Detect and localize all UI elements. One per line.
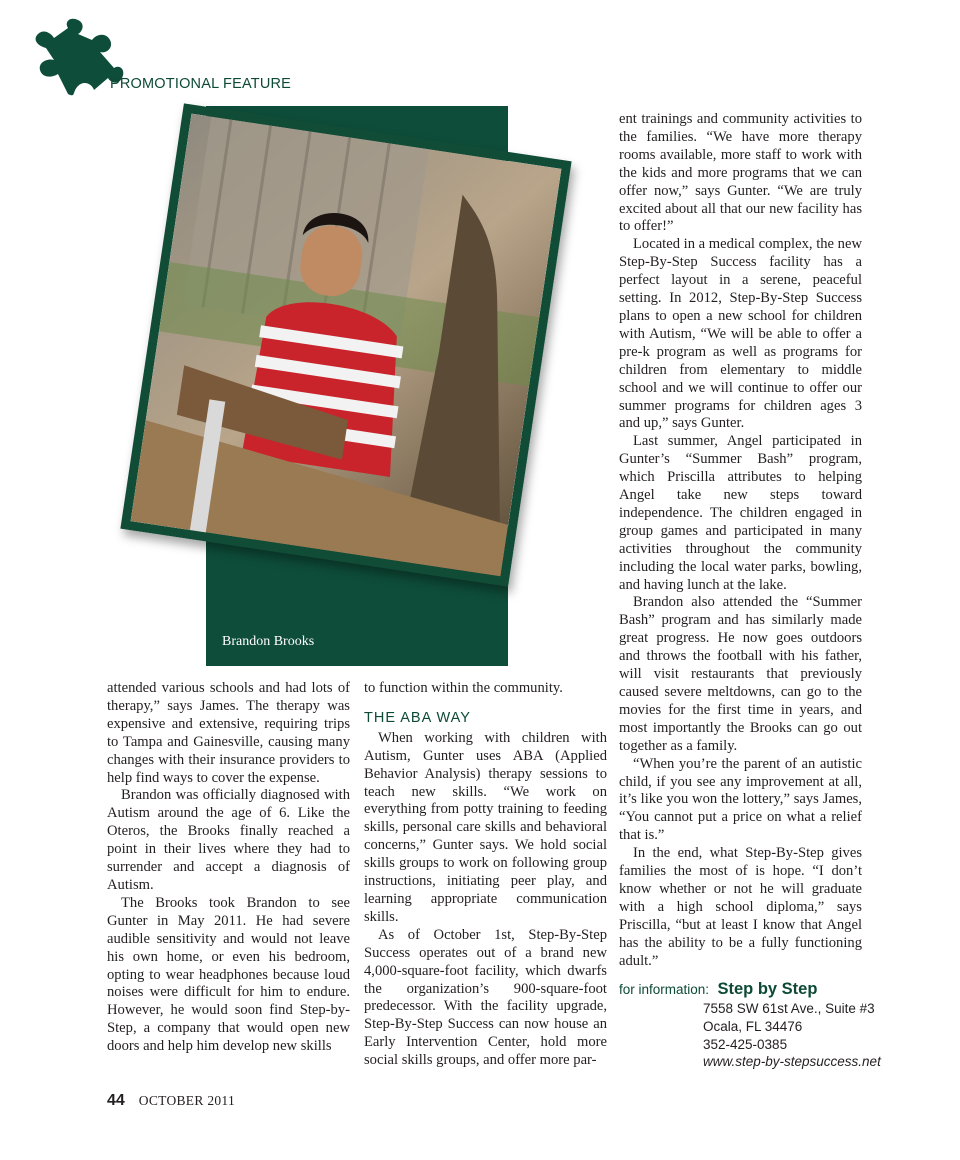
portrait-photo [120, 103, 571, 586]
address-line: 7558 SW 61st Ave., Suite #3 [703, 1001, 875, 1016]
paragraph: ent trainings and community activities to the families. “We have more therapy rooms available, more staff to work with the kids and more programs that we can offer now,” says Gunter. “We are truly excited about all that our new facility has to offer!” [619, 111, 862, 235]
paragraph: As of October 1st, Step-By-Step Success operates out of a brand new 4,000-square-foot facility, which dwarfs the organization’s 900-square-foot predecessor. With the facility upgrade, Step-By-Step Success can now house an Early Intervention Center, hold more social skills groups, and offer more par- [364, 926, 607, 1069]
paragraph: The Brooks took Brandon to see Gunter in May 2011. He had severe audible sensitivity and would not leave his own home, or even his bedroom, opting to wear headphones because loud noises were difficult for him to endure. However, he would soon find Step-by-Step, a company that would open new doors and help him develop new skills [107, 894, 350, 1055]
section-label: PROMOTIONAL FEATURE [110, 76, 292, 92]
article-column-1 [107, 680, 350, 1056]
paragraph: to function within the community. [364, 680, 563, 696]
paragraph: Located in a medical complex, the new Step-By-Step Success facility has a perfect layout in a serene, peaceful setting. In 2012, Step-By-Step Success plans to open a new school for children with Autism, “We will be able to offer a pre-k program as well as programs for children from elementary to middle school and we will continue to offer our summer programs for children ages 3 and up,” says Gunter. [619, 236, 862, 432]
website-link[interactable]: www.step-by-stepsuccess.net [703, 1054, 881, 1070]
info-label: for information: [619, 982, 710, 997]
paragraph: Brandon also attended the “Summer Bash” program and has similarly made great progress. He now goes outdoors and throws the football with his father, will visit restaurants that previously caused severe meltdowns, can go to the movies for the first time in years, and most importantly the Brooks can go out together as a family. [619, 594, 862, 754]
contact-info [619, 980, 881, 1070]
paragraph: attended various schools and had lots of therapy,” says James. The therapy was expensive and extensive, requiring trips to Tampa and Gainesville, causing many changes with their insurance providers to help find ways to cover the expense. [107, 680, 350, 786]
subheading: THE ABA WAY [364, 709, 471, 726]
city-line: Ocala, FL 34476 [703, 1018, 803, 1034]
business-name: Step by Step [717, 980, 818, 998]
paragraph: Last summer, Angel participated in Gunter’s “Summer Bash” program, which Priscilla attributes to helping Angel take new steps toward independence. The children engaged in group games and participated in many activities throughout the community including the local water parks, bowling, and having lunch at the lake. [619, 433, 862, 593]
article-column-3 [619, 111, 862, 971]
article-column-2 [364, 680, 607, 1070]
paragraph: “When you’re the parent of an autistic child, if you see any improvement at all, it’s like you won the lottery,” says James, “You cannot put a price on what a relief that is.” [619, 755, 862, 844]
paragraph: Brandon was officially diagnosed with Autism around the age of 6. Like the Oteros, the Brooks finally reached a point in their lives where they had to surrender and accept a diagnosis of Autism. [107, 787, 350, 893]
phone-number: 352-425-0385 [703, 1036, 788, 1052]
photo-caption: Brandon Brooks [222, 634, 315, 649]
page-footer [107, 1092, 235, 1110]
paragraph: In the end, what Step-By-Step gives families the most of is hope. “I don’t know whether or not he will graduate with a high school diploma,” says Priscilla, “but at least I know that Angel has the ability to be a fully functioning adult.” [619, 845, 862, 969]
issue-date: OCTOBER 2011 [138, 1093, 236, 1108]
paragraph: When working with children with Autism, Gunter uses ABA (Applied Behavior Analysis) therapy sessions to teach new skills. “We work on everything from potty training to feeding skills, personal care skills and behavioral concerns,” Gunter says. We hold social skills groups to work on following group instructions, initiating peer play, and learning appropriate communication skills. [364, 729, 607, 925]
page-number: 44 [107, 1092, 125, 1109]
